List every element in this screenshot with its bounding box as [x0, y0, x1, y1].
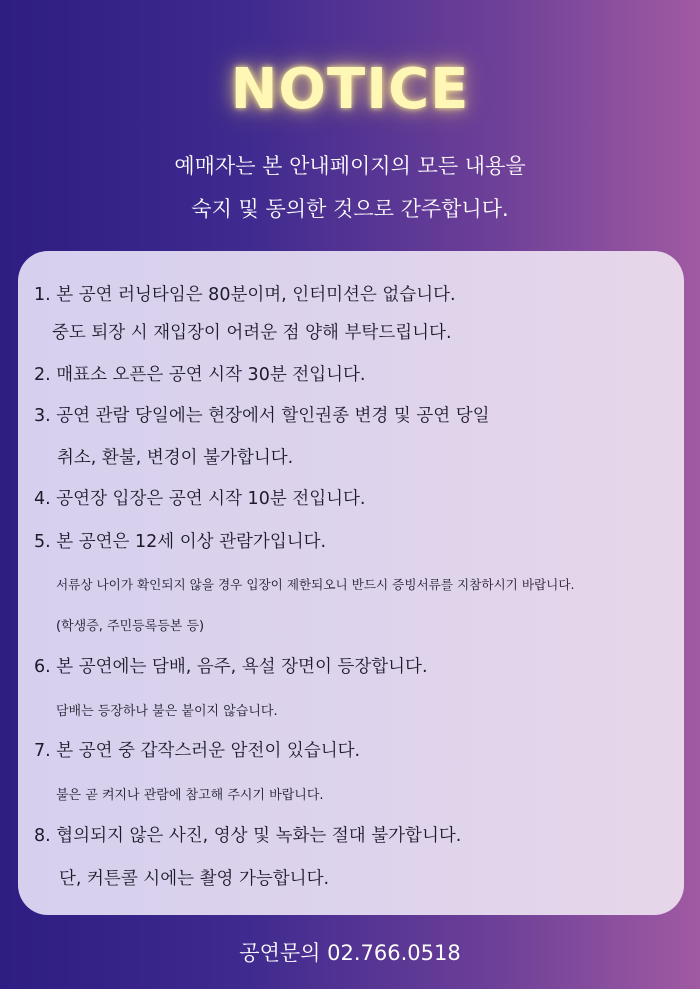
contact-info: 공연문의 02.766.0518 — [239, 941, 461, 965]
subtitle-line-2: 숙지 및 동의한 것으로 간주합니다. — [191, 197, 509, 221]
notice-item-6: 6. 본 공연에는 담배, 음주, 욕설 장면이 등장합니다. — [34, 657, 428, 677]
notice-panel — [18, 251, 684, 915]
notice-item-5-note-2: (학생증, 주민등록등본 등) — [56, 619, 205, 634]
notice-item-5-note-1: 서류상 나이가 확인되지 않을 경우 입장이 제한되오니 반드시 증빙서류를 지참하시기 바랍니다. — [56, 577, 575, 592]
notice-item-1-continuation: 중도 퇴장 시 재입장이 어려운 점 양해 부탁드립니다. — [52, 323, 452, 343]
notice-item-1: 1. 본 공연 러닝타임은 80분이며, 인터미션은 없습니다. — [34, 285, 456, 305]
notice-item-7: 7. 본 공연 중 갑작스러운 암전이 있습니다. — [34, 741, 361, 761]
notice-item-5: 5. 본 공연은 12세 이상 관람가입니다. — [34, 532, 327, 552]
notice-item-4: 4. 공연장 입장은 공연 시작 10분 전입니다. — [34, 489, 366, 509]
notice-item-2: 2. 매표소 오픈은 공연 시작 30분 전입니다. — [34, 365, 366, 385]
notice-item-8: 8. 협의되지 않은 사진, 영상 및 녹화는 절대 불가합니다. — [34, 826, 462, 846]
notice-item-7-note: 불은 곧 켜지나 관람에 참고해 주시기 바랍니다. — [56, 788, 324, 803]
notice-title: NOTICE — [230, 57, 470, 122]
notice-item-6-note: 담배는 등장하나 불은 붙이지 않습니다. — [56, 704, 278, 719]
notice-item-8-continuation: 단, 커튼콜 시에는 촬영 가능합니다. — [59, 869, 330, 889]
notice-item-3-continuation: 취소, 환불, 변경이 불가합니다. — [57, 448, 294, 468]
subtitle-line-1: 예매자는 본 안내페이지의 모든 내용을 — [174, 154, 526, 178]
notice-item-3: 3. 공연 관람 당일에는 현장에서 할인권종 변경 및 공연 당일 — [34, 406, 490, 426]
